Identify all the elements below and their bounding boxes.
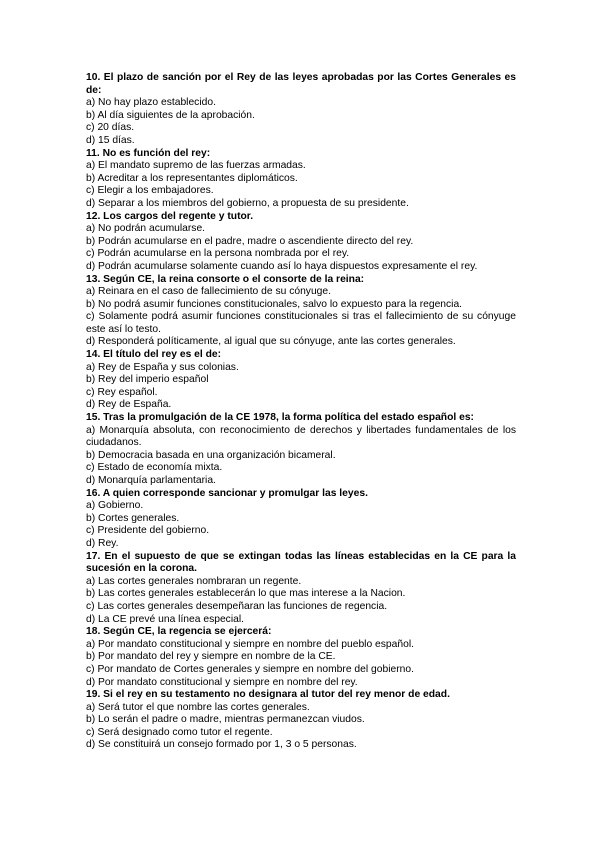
question-15-option-a: a) Monarquía absoluta, con reconocimiento de derechos y libertades fundamentales de los ciudadanos. bbox=[86, 424, 516, 449]
question-block-18 bbox=[86, 626, 516, 689]
question-14-option-b: b) Rey del imperio español bbox=[86, 374, 209, 386]
question-11-option-c: c) Elegir a los embajadores. bbox=[86, 185, 214, 197]
question-16-option-b: b) Cortes generales. bbox=[86, 512, 180, 524]
question-block-13 bbox=[86, 274, 516, 350]
question-19-option-d: d) Se constituirá un consejo formado por 1, 3 o 5 personas. bbox=[86, 739, 357, 751]
question-19-option-a: a) Será tutor el que nombre las cortes generales. bbox=[86, 701, 310, 713]
question-16-option-d: d) Rey. bbox=[86, 537, 119, 549]
question-17: 17. En el supuesto de que se extingan todas las líneas establecidas en la CE para la sucesión en la corona. bbox=[86, 550, 516, 575]
question-12-option-a: a) No podrán acumularse. bbox=[86, 223, 206, 235]
question-10-option-c: c) 20 días. bbox=[86, 122, 135, 134]
question-11-option-d: d) Separar a los miembros del gobierno, a propuesta de su presidente. bbox=[86, 197, 409, 209]
question-12-option-b: b) Podrán acumularse en el padre, madre o ascendiente directo del rey. bbox=[86, 235, 414, 247]
question-19-option-c: c) Será designado como tutor el regente. bbox=[86, 726, 273, 738]
question-15: 15. Tras la promulgación de la CE 1978, la forma política del estado español es: bbox=[86, 412, 474, 424]
question-14-option-a: a) Rey de España y sus colonias. bbox=[86, 361, 239, 373]
document-page bbox=[86, 72, 516, 752]
question-16-option-c: c) Presidente del gobierno. bbox=[86, 525, 210, 537]
question-block-12 bbox=[86, 211, 516, 274]
question-15-option-d: d) Monarquía parlamentaria. bbox=[86, 475, 216, 486]
question-14-option-d: d) Rey de España. bbox=[86, 399, 172, 411]
question-10-option-d: d) 15 días. bbox=[86, 134, 135, 146]
question-block-15 bbox=[86, 412, 516, 488]
question-11: 11. No es función del rey: bbox=[86, 147, 211, 159]
question-10: 10. El plazo de sanción por el Rey de las leyes aprobadas por las Cortes Generales es de: bbox=[86, 72, 516, 96]
question-13-option-c: c) Solamente podrá asumir funciones constitucionales si tras el fallecimiento de su cónyuge este así lo testo. bbox=[86, 311, 516, 335]
question-14-option-c: c) Rey español. bbox=[86, 386, 158, 398]
question-14: 14. El título del rey es el de: bbox=[86, 349, 222, 361]
question-18-option-c: c) Por mandato de Cortes generales y siempre en nombre del gobierno. bbox=[86, 663, 414, 675]
question-17-option-d: d) La CE prevé una línea especial. bbox=[86, 613, 244, 625]
question-15-option-b: b) Democracia basada en una organización bicameral. bbox=[86, 449, 336, 461]
question-18: 18. Según CE, la regencia se ejercerá: bbox=[86, 626, 272, 638]
question-block-10 bbox=[86, 72, 516, 148]
question-17-option-c: c) Las cortes generales desempeñaran las funciones de regencia. bbox=[86, 600, 388, 612]
question-17-option-a: a) Las cortes generales nombraran un regente. bbox=[86, 575, 302, 587]
question-18-option-b: b) Por mandato del rey y siempre en nombre de la CE. bbox=[86, 651, 336, 663]
question-13: 13. Según CE, la reina consorte o el consorte de la reina: bbox=[86, 273, 365, 285]
question-13-option-a: a) Reinara en el caso de fallecimiento de su cónyuge. bbox=[86, 286, 331, 298]
question-12-option-d: d) Podrán acumularse solamente cuando así lo haya dispuestos expresamente el rey. bbox=[86, 260, 478, 272]
question-block-16 bbox=[86, 488, 516, 551]
question-12-option-c: c) Podrán acumularse en la persona nombrada por el rey. bbox=[86, 248, 350, 260]
question-16-option-a: a) Gobierno. bbox=[86, 500, 144, 512]
question-10-option-b: b) Al día siguientes de la aprobación. bbox=[86, 109, 255, 121]
question-18-option-a: a) Por mandato constitucional y siempre en nombre del pueblo español. bbox=[86, 638, 414, 650]
question-block-19 bbox=[86, 689, 516, 752]
question-19-option-b: b) Lo serán el padre o madre, mientras permanezcan viudos. bbox=[86, 714, 365, 726]
question-11-option-b: b) Acreditar a los representantes diplomáticos. bbox=[86, 172, 298, 184]
question-13-option-d: d) Responderá políticamente, al igual que su cónyuge, ante las cortes generales. bbox=[86, 336, 456, 348]
question-15-option-c: c) Estado de economía mixta. bbox=[86, 462, 223, 474]
question-block-14 bbox=[86, 349, 516, 412]
question-19: 19. Si el rey en su testamento no designara al tutor del rey menor de edad. bbox=[86, 689, 450, 701]
question-11-option-a: a) El mandato supremo de las fuerzas armadas. bbox=[86, 160, 306, 172]
question-block-11 bbox=[86, 148, 516, 211]
question-16: 16. A quien corresponde sancionar y promulgar las leyes. bbox=[86, 487, 368, 499]
question-block-17 bbox=[86, 551, 516, 627]
question-18-option-d: d) Por mandato constitucional y siempre en nombre del rey. bbox=[86, 676, 358, 688]
question-12: 12. Los cargos del regente y tutor. bbox=[86, 210, 254, 222]
question-10-option-a: a) No hay plazo establecido. bbox=[86, 97, 216, 109]
question-17-option-b: b) Las cortes generales establecerán lo que mas interese a la Nacion. bbox=[86, 588, 406, 600]
question-13-option-b: b) No podrá asumir funciones constitucionales, salvo lo expuesto para la regencia. bbox=[86, 298, 463, 310]
